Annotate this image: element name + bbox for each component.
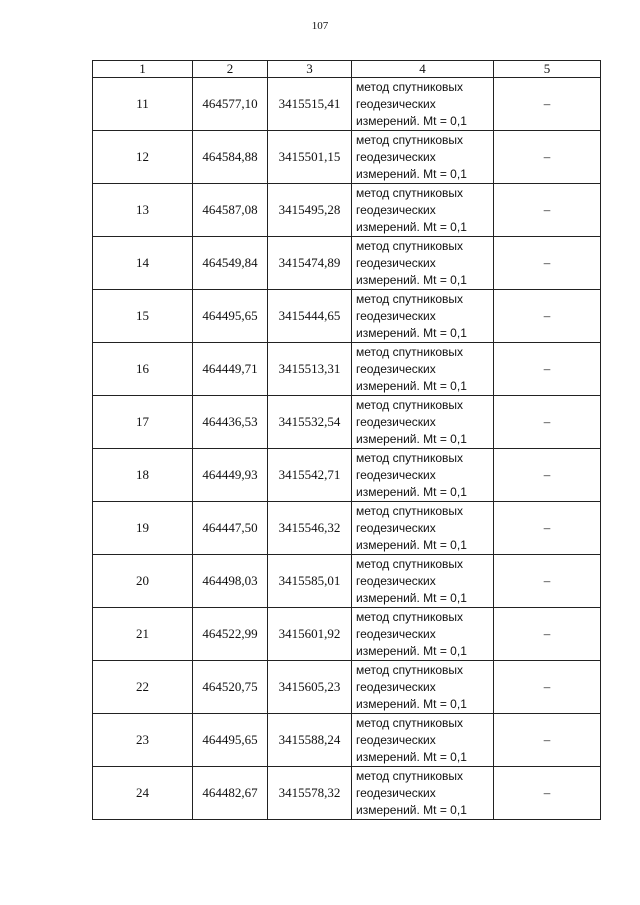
y-coordinate-cell: 3415542,71 (268, 449, 352, 502)
method-cell (352, 661, 494, 714)
point-number-cell: 11 (93, 78, 193, 131)
table-row (93, 78, 601, 131)
table-row (93, 767, 601, 820)
y-coordinate-cell: 3415513,31 (268, 343, 352, 396)
table-row (93, 343, 601, 396)
column-5-cell: – (494, 449, 601, 502)
x-coordinate-cell: 464549,84 (193, 237, 268, 290)
method-line: измерений. Mt = 0,1 (356, 272, 467, 287)
header-col-2: 2 (193, 61, 268, 78)
point-number-cell: 17 (93, 396, 193, 449)
point-number-cell: 22 (93, 661, 193, 714)
point-number-cell: 24 (93, 767, 193, 820)
method-line: измерений. Mt = 0,1 (356, 484, 467, 499)
table-row (93, 396, 601, 449)
point-number-cell: 14 (93, 237, 193, 290)
point-number-cell: 21 (93, 608, 193, 661)
method-line: геодезических (356, 520, 436, 535)
point-number-cell: 19 (93, 502, 193, 555)
y-coordinate-cell: 3415585,01 (268, 555, 352, 608)
point-number-cell: 12 (93, 131, 193, 184)
method-line: метод спутниковых (356, 556, 464, 571)
x-coordinate-cell: 464520,75 (193, 661, 268, 714)
method-line: геодезических (356, 308, 436, 323)
method-line: метод спутниковых (356, 768, 464, 783)
method-line: геодезических (356, 96, 436, 111)
column-5-cell: – (494, 184, 601, 237)
column-5-cell: – (494, 767, 601, 820)
table-body (93, 78, 601, 820)
x-coordinate-cell: 464495,65 (193, 714, 268, 767)
table-row (93, 502, 601, 555)
method-line: геодезических (356, 679, 436, 694)
method-line: измерений. Mt = 0,1 (356, 113, 467, 128)
table-row (93, 131, 601, 184)
method-cell (352, 78, 494, 131)
method-line: геодезических (356, 573, 436, 588)
y-coordinate-cell: 3415605,23 (268, 661, 352, 714)
y-coordinate-cell: 3415501,15 (268, 131, 352, 184)
method-line: измерений. Mt = 0,1 (356, 378, 467, 393)
method-line: метод спутниковых (356, 609, 464, 624)
method-line: измерений. Mt = 0,1 (356, 219, 467, 234)
column-5-cell: – (494, 343, 601, 396)
method-cell (352, 290, 494, 343)
column-5-cell: – (494, 608, 601, 661)
column-5-cell: – (494, 131, 601, 184)
table-row (93, 237, 601, 290)
x-coordinate-cell: 464584,88 (193, 131, 268, 184)
column-5-cell: – (494, 555, 601, 608)
page-number: 107 (311, 20, 329, 32)
column-5-cell: – (494, 502, 601, 555)
x-coordinate-cell: 464495,65 (193, 290, 268, 343)
column-5-cell: – (494, 290, 601, 343)
y-coordinate-cell: 3415444,65 (268, 290, 352, 343)
coordinates-table (92, 60, 601, 820)
y-coordinate-cell: 3415474,89 (268, 237, 352, 290)
method-line: измерений. Mt = 0,1 (356, 537, 467, 552)
x-coordinate-cell: 464587,08 (193, 184, 268, 237)
method-cell (352, 608, 494, 661)
method-line: геодезических (356, 255, 436, 270)
method-cell (352, 184, 494, 237)
header-col-4: 4 (352, 61, 494, 78)
method-cell (352, 343, 494, 396)
method-cell (352, 449, 494, 502)
x-coordinate-cell: 464449,71 (193, 343, 268, 396)
method-line: измерений. Mt = 0,1 (356, 643, 467, 658)
x-coordinate-cell: 464449,93 (193, 449, 268, 502)
x-coordinate-cell: 464577,10 (193, 78, 268, 131)
table-row (93, 714, 601, 767)
point-number-cell: 23 (93, 714, 193, 767)
method-cell (352, 555, 494, 608)
table-row (93, 290, 601, 343)
method-cell (352, 714, 494, 767)
method-line: измерений. Mt = 0,1 (356, 431, 467, 446)
y-coordinate-cell: 3415588,24 (268, 714, 352, 767)
method-cell (352, 396, 494, 449)
method-line: геодезических (356, 785, 436, 800)
method-line: метод спутниковых (356, 715, 464, 730)
y-coordinate-cell: 3415515,41 (268, 78, 352, 131)
method-line: геодезических (356, 626, 436, 641)
header-col-1: 1 (93, 61, 193, 78)
header-row (93, 61, 601, 78)
y-coordinate-cell: 3415495,28 (268, 184, 352, 237)
y-coordinate-cell: 3415601,92 (268, 608, 352, 661)
method-line: измерений. Mt = 0,1 (356, 166, 467, 181)
table-row (93, 555, 601, 608)
column-5-cell: – (494, 714, 601, 767)
table-row (93, 608, 601, 661)
y-coordinate-cell: 3415546,32 (268, 502, 352, 555)
method-line: геодезических (356, 149, 436, 164)
point-number-cell: 18 (93, 449, 193, 502)
x-coordinate-cell: 464447,50 (193, 502, 268, 555)
point-number-cell: 16 (93, 343, 193, 396)
method-line: метод спутниковых (356, 238, 464, 253)
header-col-5: 5 (494, 61, 601, 78)
method-line: геодезических (356, 732, 436, 747)
method-line: геодезических (356, 467, 436, 482)
table-header (93, 61, 601, 78)
column-5-cell: – (494, 396, 601, 449)
column-5-cell: – (494, 78, 601, 131)
method-line: измерений. Mt = 0,1 (356, 749, 467, 764)
table-row (93, 449, 601, 502)
x-coordinate-cell: 464436,53 (193, 396, 268, 449)
x-coordinate-cell: 464522,99 (193, 608, 268, 661)
point-number-cell: 20 (93, 555, 193, 608)
method-line: геодезических (356, 414, 436, 429)
method-line: измерений. Mt = 0,1 (356, 696, 467, 711)
y-coordinate-cell: 3415532,54 (268, 396, 352, 449)
method-line: метод спутниковых (356, 662, 464, 677)
point-number-cell: 13 (93, 184, 193, 237)
column-5-cell: – (494, 661, 601, 714)
method-line: измерений. Mt = 0,1 (356, 802, 467, 817)
method-line: метод спутниковых (356, 503, 464, 518)
method-line: измерений. Mt = 0,1 (356, 590, 467, 605)
method-line: метод спутниковых (356, 291, 464, 306)
header-col-3: 3 (268, 61, 352, 78)
table-row (93, 661, 601, 714)
x-coordinate-cell: 464498,03 (193, 555, 268, 608)
method-line: метод спутниковых (356, 397, 464, 412)
method-cell (352, 502, 494, 555)
method-line: геодезических (356, 361, 436, 376)
point-number-cell: 15 (93, 290, 193, 343)
x-coordinate-cell: 464482,67 (193, 767, 268, 820)
method-line: метод спутниковых (356, 450, 464, 465)
column-5-cell: – (494, 237, 601, 290)
method-cell (352, 131, 494, 184)
method-line: метод спутниковых (356, 344, 464, 359)
y-coordinate-cell: 3415578,32 (268, 767, 352, 820)
method-line: метод спутниковых (356, 185, 464, 200)
method-line: геодезических (356, 202, 436, 217)
method-line: метод спутниковых (356, 79, 464, 94)
table-row (93, 184, 601, 237)
method-cell (352, 237, 494, 290)
method-cell (352, 767, 494, 820)
method-line: измерений. Mt = 0,1 (356, 325, 467, 340)
method-line: метод спутниковых (356, 132, 464, 147)
